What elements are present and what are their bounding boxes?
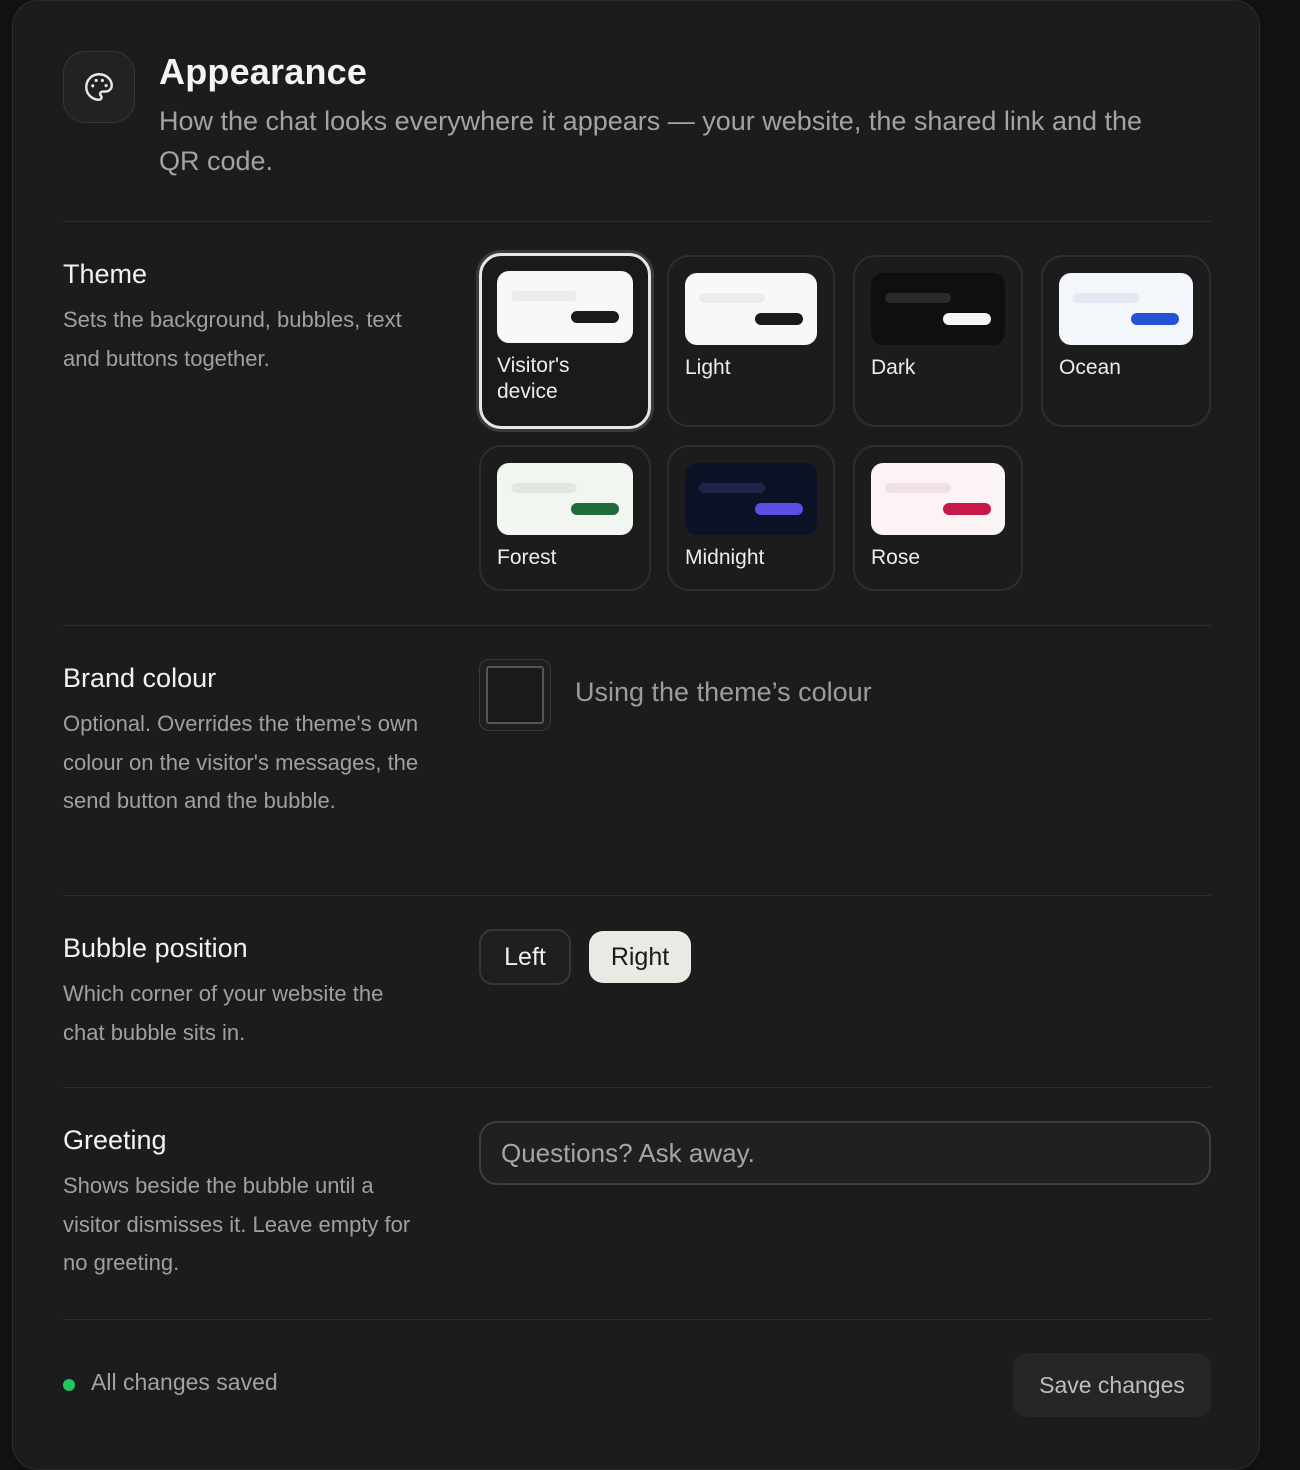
preview-bubble-pill <box>943 313 991 325</box>
theme-midnight-tile[interactable] <box>667 445 835 591</box>
theme-ocean-tile[interactable] <box>1041 255 1211 427</box>
preview-bubble-pill <box>755 503 803 515</box>
theme-rose-tile[interactable] <box>853 445 1023 591</box>
greeting-title: Greeting <box>63 1125 167 1155</box>
preview-text-line <box>511 483 577 493</box>
appearance-card <box>12 0 1260 1470</box>
divider <box>63 895 1211 896</box>
colour-picker-well <box>486 666 544 724</box>
theme-label: Visitor's device <box>497 354 570 403</box>
preview-text-line <box>1073 293 1139 303</box>
greeting-input[interactable] <box>479 1121 1211 1185</box>
preview-text-line <box>885 293 951 303</box>
bubble-position-description: Which corner of your website the chat bubble sits in. <box>63 981 384 1045</box>
preview-bubble-pill <box>571 311 619 323</box>
preview-bubble-pill <box>755 313 803 325</box>
palette-icon <box>63 51 135 123</box>
page-subtitle: How the chat looks everywhere it appears — your website, the shared link and the QR code. <box>159 106 1143 176</box>
theme-preview <box>871 463 1005 535</box>
brand-colour-description: Optional. Overrides the theme's own colour on the visitor's messages, the send button and the bubble. <box>63 711 419 813</box>
theme-preview <box>1059 273 1193 345</box>
preview-text-line <box>885 483 951 493</box>
greeting-description: Shows beside the bubble until a visitor dismisses it. Leave empty for no greeting. <box>63 1173 411 1275</box>
brand-colour-status: Using the theme’s colour <box>575 677 872 707</box>
divider <box>63 221 1211 222</box>
preview-text-line <box>699 483 765 493</box>
preview-bubble-pill <box>571 503 619 515</box>
theme-label: Ocean <box>1059 356 1121 379</box>
brand-colour-swatch[interactable] <box>479 659 551 731</box>
preview-bubble-pill <box>1131 313 1179 325</box>
theme-label: Rose <box>871 546 921 569</box>
theme-label: Midnight <box>685 546 765 569</box>
bubble-position-title: Bubble position <box>63 933 248 963</box>
position-left-button[interactable]: Left <box>479 929 571 985</box>
theme-preview <box>871 273 1005 345</box>
theme-label: Light <box>685 356 731 379</box>
divider <box>63 625 1211 626</box>
theme-label: Forest <box>497 546 557 569</box>
preview-text-line <box>699 293 765 303</box>
theme-preview <box>497 463 633 535</box>
theme-dark-tile[interactable] <box>853 255 1023 427</box>
theme-description: Sets the background, bubbles, text and buttons together. <box>63 307 402 371</box>
theme-label: Dark <box>871 356 916 379</box>
theme-forest-tile[interactable] <box>479 445 651 591</box>
save-changes-button[interactable]: Save changes <box>1013 1353 1211 1417</box>
theme-light-tile[interactable] <box>667 255 835 427</box>
preview-bubble-pill <box>943 503 991 515</box>
theme-title: Theme <box>63 259 148 289</box>
theme-preview <box>497 271 633 343</box>
saved-status-text: All changes saved <box>91 1369 278 1395</box>
page-title: Appearance <box>159 51 368 92</box>
preview-text-line <box>511 291 577 301</box>
divider <box>63 1087 1211 1088</box>
theme-preview <box>685 273 817 345</box>
theme-visitors-device-tile[interactable] <box>479 253 651 429</box>
brand-colour-title: Brand colour <box>63 663 217 693</box>
divider <box>63 1319 1211 1320</box>
theme-preview <box>685 463 817 535</box>
saved-status-dot <box>63 1379 75 1391</box>
position-right-button[interactable]: Right <box>589 931 691 983</box>
